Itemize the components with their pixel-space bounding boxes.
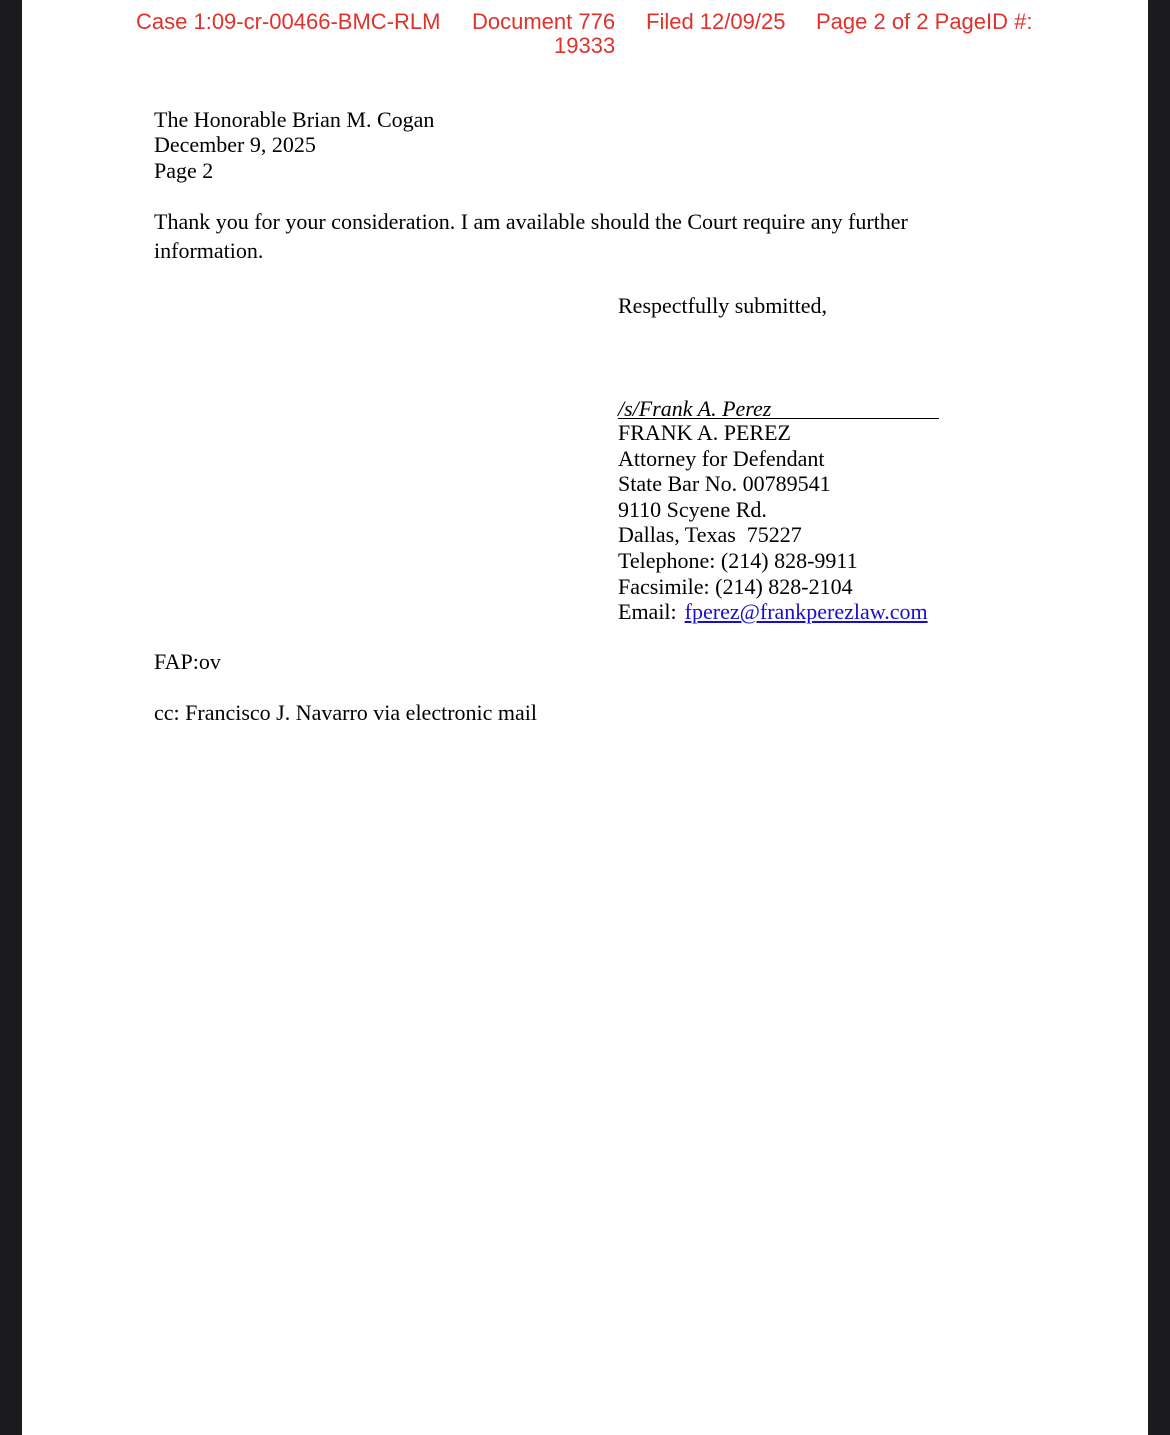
signature-block xyxy=(618,420,928,625)
attorney-title: Attorney for Defendant xyxy=(618,445,825,471)
email-label: Email: xyxy=(618,599,677,625)
filed-date-stamp: Filed 12/09/25 xyxy=(646,9,786,34)
electronic-signature: /s/Frank A. Perez xyxy=(618,396,772,421)
body-paragraph: Thank you for your consideration. I am available should the Court require any further information. xyxy=(154,209,908,263)
page-count-stamp: Page 2 of 2 PageID #: xyxy=(816,9,1033,34)
cc-line: cc: Francisco J. Navarro via electronic mail xyxy=(154,700,538,725)
closing-line: Respectfully submitted, xyxy=(618,293,827,318)
signature-line xyxy=(618,396,939,419)
letter-date: December 9, 2025 xyxy=(154,132,316,157)
attorney-name: FRANK A. PEREZ xyxy=(618,420,791,445)
email-link[interactable]: fperez@frankperezlaw.com xyxy=(684,599,928,625)
letter-page-number: Page 2 xyxy=(154,158,214,183)
street-address: 9110 Scyene Rd. xyxy=(618,496,767,522)
city-state-zip: Dallas, Texas 75227 xyxy=(618,522,802,548)
document-page xyxy=(22,0,1148,1435)
email-row xyxy=(618,599,928,625)
typist-initials: FAP:ov xyxy=(154,649,221,674)
telephone-number: Telephone: (214) 828-9911 xyxy=(618,547,858,573)
document-number-stamp: Document 776 xyxy=(472,9,616,34)
state-bar-number: State Bar No. 00789541 xyxy=(618,471,831,497)
page-id-number-stamp: 19333 xyxy=(554,33,616,58)
facsimile-number: Facsimile: (214) 828-2104 xyxy=(618,573,853,599)
case-number-stamp: Case 1:09-cr-00466-BMC-RLM xyxy=(136,9,441,34)
addressee-line: The Honorable Brian M. Cogan xyxy=(154,107,435,132)
